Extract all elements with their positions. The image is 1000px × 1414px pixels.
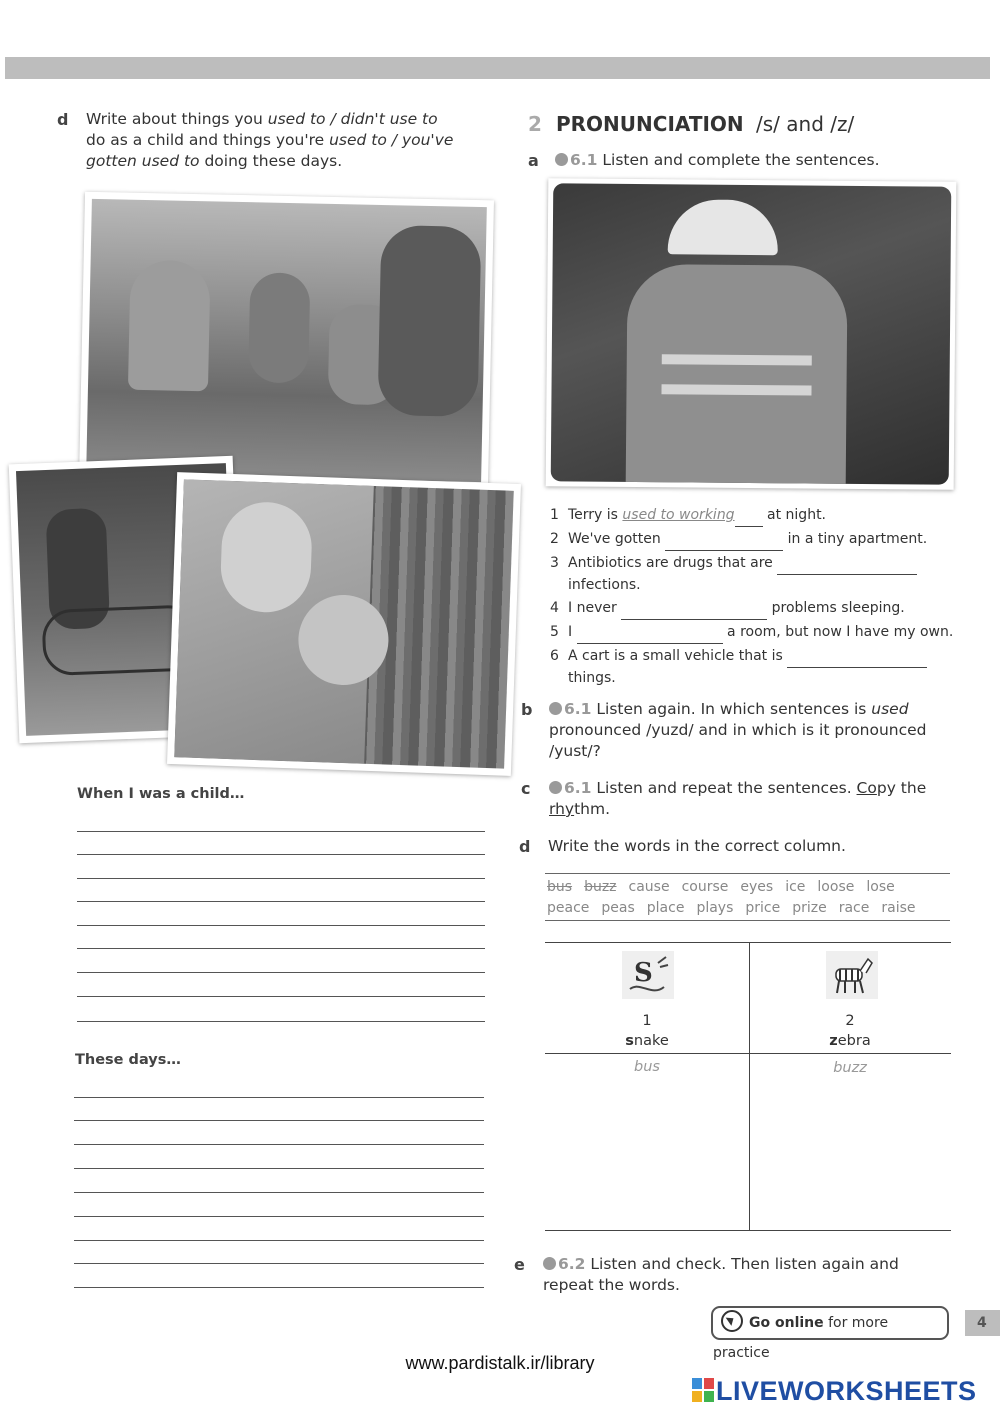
zebra-example-word: buzz [833,1060,867,1076]
audio-icon[interactable] [555,153,568,166]
sentence-continuation: things. [568,670,616,686]
zebra-icon [826,951,878,999]
snake-example-word: bus [634,1059,660,1075]
word-bank-row-2 [547,898,928,919]
answer-blank[interactable] [665,529,783,551]
exercise-c-instructions: 6.1 Listen and repeat the sentences. Copy the rhythm. [549,779,927,818]
child-writing-line[interactable] [77,925,485,926]
sentence-number: 1 [550,507,559,523]
days-writing-line[interactable] [74,1263,484,1264]
sentence-number: 6 [550,648,559,664]
answer-blank[interactable] [577,622,723,644]
sentence-text: a room, but now I have my own. [722,624,954,640]
sentence-text: Terry is [568,507,623,523]
sentence-1 [550,505,826,527]
days-writing-line[interactable] [74,1287,484,1288]
exercise-d-label: d [57,110,69,129]
sentence-text: I [568,624,577,640]
sentence-number: 4 [550,600,559,616]
these-days-heading: These days… [75,1052,181,1068]
table-bottom-rule [545,1230,951,1231]
sentence-number: 2 [550,531,559,547]
sentence-4 [550,598,905,620]
sentence-text: We've gotten [568,531,666,547]
snake-icon [622,951,674,999]
word-bank-item[interactable]: peace [547,900,590,916]
word-bank-item[interactable]: race [838,900,870,916]
exercise-e-instructions: 6.2 Listen and check. Then listen again and repeat the words. [543,1255,899,1294]
liveworksheets-wordmark: LIVEWORKSHEETS [716,1376,977,1406]
sentence-text: Antibiotics are drugs that are [568,555,778,571]
exercise-b-instructions: 6.1 Listen again. In which sentences is used pronounced /yuzd/ and in which is it pronounced /yust/? [549,700,927,760]
section-title: PRONUNCIATION /s/ and /z/ [556,112,855,136]
child-writing-line[interactable] [77,831,485,832]
child-writing-line[interactable] [77,972,485,973]
sentence-text: I never [568,600,622,616]
sentence-2 [550,529,927,551]
word-bank-item[interactable]: place [646,900,685,916]
answer-blank[interactable] [621,598,767,620]
top-grey-band [5,57,990,79]
word-bank-item[interactable]: eyes [740,879,774,895]
exercise-a-label: a [528,151,539,170]
go-online-button[interactable]: Go online for more practice [711,1306,949,1340]
sentence-3 [550,553,917,596]
family-beach-photo [79,192,494,490]
child-writing-line[interactable] [77,901,485,902]
word-bank-item[interactable]: cause [628,879,670,895]
column-snake-header: 1 snake [625,1013,669,1049]
exercise-e-label: e [514,1255,525,1274]
word-bank-item[interactable]: peas [601,900,635,916]
word-bank-item[interactable]: plays [696,900,734,916]
sentence-text: at night. [762,507,827,523]
cursor-icon [721,1310,743,1332]
section-number: 2 [528,112,542,136]
sentence-text: problems sleeping. [767,600,905,616]
days-writing-line[interactable] [74,1216,484,1217]
days-writing-line[interactable] [74,1168,484,1169]
page-number: 4 [965,1310,1000,1336]
days-writing-line[interactable] [74,1192,484,1193]
sentence-text: in a tiny apartment. [783,531,928,547]
word-bank-item[interactable]: ice [785,879,806,895]
child-writing-line[interactable] [77,854,485,855]
liveworksheets-grid-icon [692,1378,714,1402]
audio-icon[interactable] [549,781,562,794]
child-writing-line[interactable] [77,996,485,997]
word-bank-item[interactable]: loose [817,879,855,895]
days-writing-line[interactable] [74,1240,484,1241]
child-writing-line[interactable] [77,948,485,949]
sentence-continuation: infections. [568,577,641,593]
library-url[interactable]: www.pardistalk.ir/library [405,1353,595,1373]
exercise-a-instructions: 6.1 Listen and complete the sentences. [555,150,880,171]
days-writing-line[interactable] [74,1120,484,1121]
wordbox-bottom-rule [545,920,950,921]
when-child-heading: When I was a child… [77,786,245,802]
days-writing-line[interactable] [74,1097,484,1098]
liveworksheets-logo[interactable] [692,1376,977,1407]
word-bank-item[interactable]: bus [547,879,573,895]
table-top-rule [545,942,951,943]
days-writing-line[interactable] [74,1144,484,1145]
sentence-6 [550,646,927,689]
exercise-c-label: c [521,779,531,798]
wordbox-top-rule [545,873,950,874]
sentence-number: 5 [550,624,559,640]
answer-blank[interactable] [777,553,917,575]
child-writing-line[interactable] [77,878,485,879]
answer-blank[interactable] [787,646,927,668]
audio-icon[interactable] [549,702,562,715]
exercise-d2-instructions: Write the words in the correct column. [548,837,846,855]
sentence-text: A cart is a small vehicle that is [568,648,788,664]
word-bank-row-1 [547,877,928,898]
audio-icon[interactable] [543,1257,556,1270]
exercise-d-instructions: Write about things you used to / didn't use to do as a child and things you're used to / you've gotten used to doing these days. [86,110,454,170]
sentence-number: 3 [550,555,559,571]
table-divider [749,942,750,1230]
child-writing-line[interactable] [77,1021,485,1022]
svg-text:S: S [634,958,653,988]
answer-blank[interactable]: used to working [622,507,735,523]
table-header-rule [545,1053,951,1054]
exercise-d2-label: d [519,837,531,856]
word-bank-item[interactable]: buzz [584,879,617,895]
column-zebra-header: 2 zebra [829,1013,871,1049]
railway-worker-photo [546,178,957,490]
word-bank-item[interactable]: course [681,879,729,895]
word-bank [547,877,928,919]
exercise-b-label: b [521,700,533,719]
word-bank-item[interactable]: raise [881,900,916,916]
word-bank-item[interactable]: prize [792,900,827,916]
word-bank-item[interactable]: lose [866,879,895,895]
mother-daughter-library-photo [167,472,521,776]
sentence-5 [550,622,953,644]
word-bank-item[interactable]: price [745,900,781,916]
